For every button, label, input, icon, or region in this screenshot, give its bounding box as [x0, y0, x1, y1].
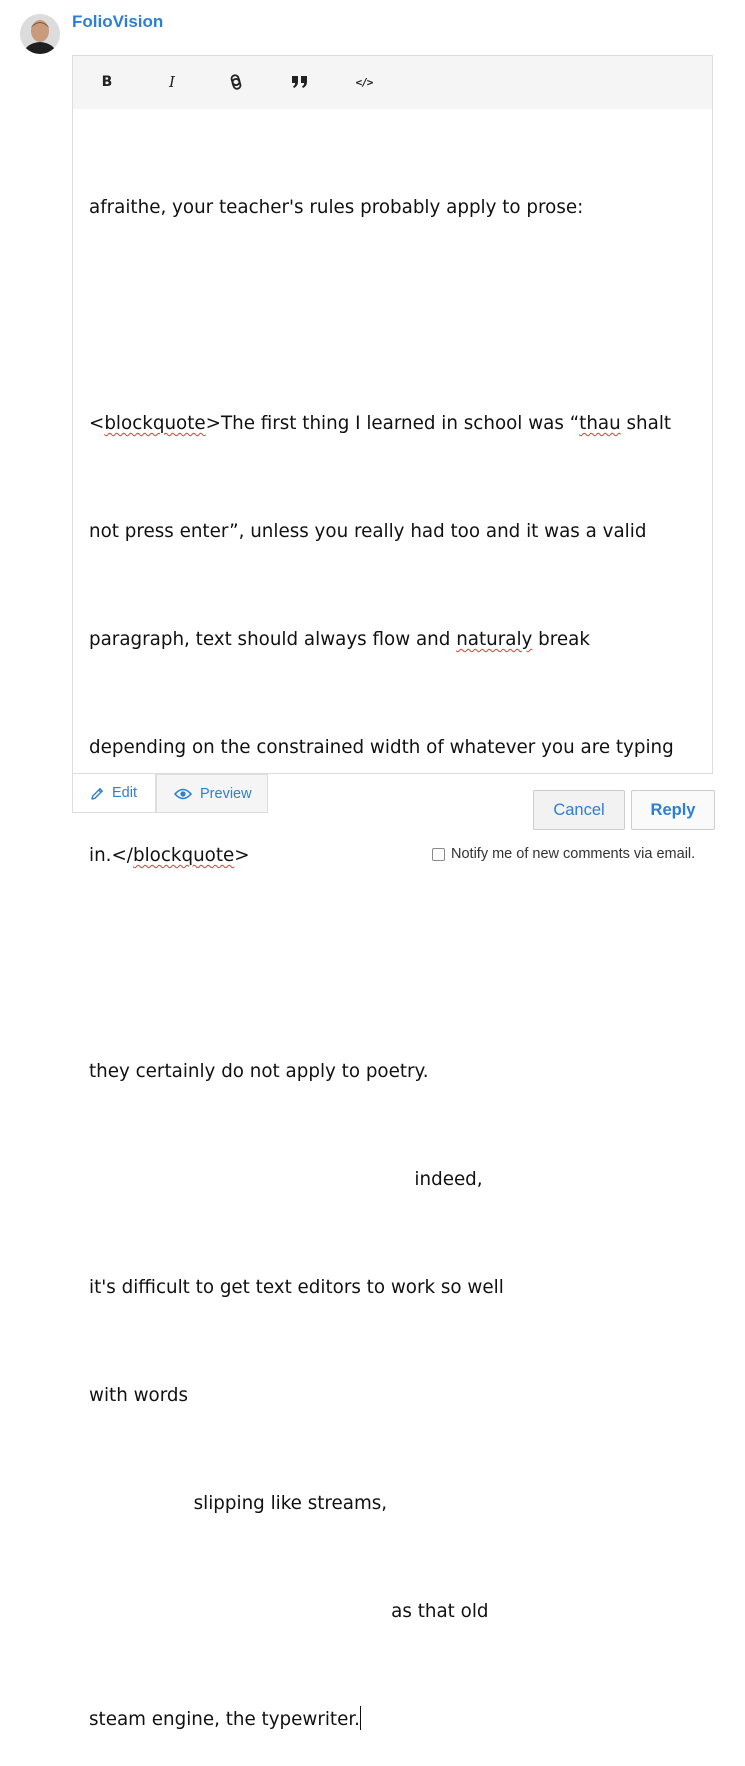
tab-preview-label: Preview [200, 785, 252, 802]
bold-button[interactable] [91, 68, 123, 96]
notify-label[interactable]: Notify me of new comments via email. [451, 846, 696, 862]
text-caret [360, 1706, 361, 1730]
editor-line: not press enter”, unless you really had too and it was a valid [89, 521, 647, 542]
editor-line: <blockquote>The first thing I learned in school was “thau shalt [89, 413, 672, 434]
italic-button[interactable] [156, 68, 188, 96]
editor-line [89, 1702, 699, 1738]
comment-textarea[interactable] [89, 118, 699, 1766]
editor-line: afraithe, your teacher's rules probably apply to prose: [89, 197, 584, 218]
code-button[interactable] [348, 68, 380, 96]
link-icon [229, 74, 243, 90]
italic-icon: I [169, 73, 175, 91]
tab-edit-label: Edit [112, 785, 137, 801]
quote-button[interactable] [284, 68, 316, 96]
tab-edit[interactable] [72, 774, 156, 813]
reply-button[interactable]: Reply [631, 790, 715, 830]
tab-preview[interactable] [156, 774, 268, 813]
editor-line: indeed, [89, 1169, 483, 1190]
editor-line [89, 946, 699, 982]
editor-line: slipping like streams, [89, 1493, 388, 1514]
pencil-icon [91, 787, 104, 800]
quote-icon [292, 76, 308, 88]
link-button[interactable] [220, 68, 252, 96]
editor-line: they certainly do not apply to poetry. [89, 1061, 429, 1082]
editor-line [89, 298, 699, 334]
user-avatar-icon [20, 14, 60, 54]
author-name[interactable]: FolioVision [72, 12, 164, 31]
editor-line: it's difficult to get text editors to work so well [89, 1277, 504, 1298]
cancel-button[interactable]: Cancel [533, 790, 625, 830]
editor-toolbar [73, 56, 712, 109]
editor-line: depending on the constrained width of whatever you are typing [89, 737, 674, 758]
bold-icon: B [101, 74, 113, 90]
code-icon: </> [355, 75, 373, 89]
editor-line: with words [89, 1385, 189, 1406]
avatar [20, 14, 60, 54]
editor-line: as that old [89, 1601, 489, 1622]
eye-icon [174, 788, 192, 800]
editor-line: in.</blockquote> [89, 845, 250, 866]
last-line-text: steam engine, the typewriter. [89, 1709, 360, 1730]
editor-line: paragraph, text should always flow and naturaly break [89, 629, 590, 650]
notify-option [432, 846, 695, 862]
notify-checkbox[interactable] [432, 848, 445, 861]
